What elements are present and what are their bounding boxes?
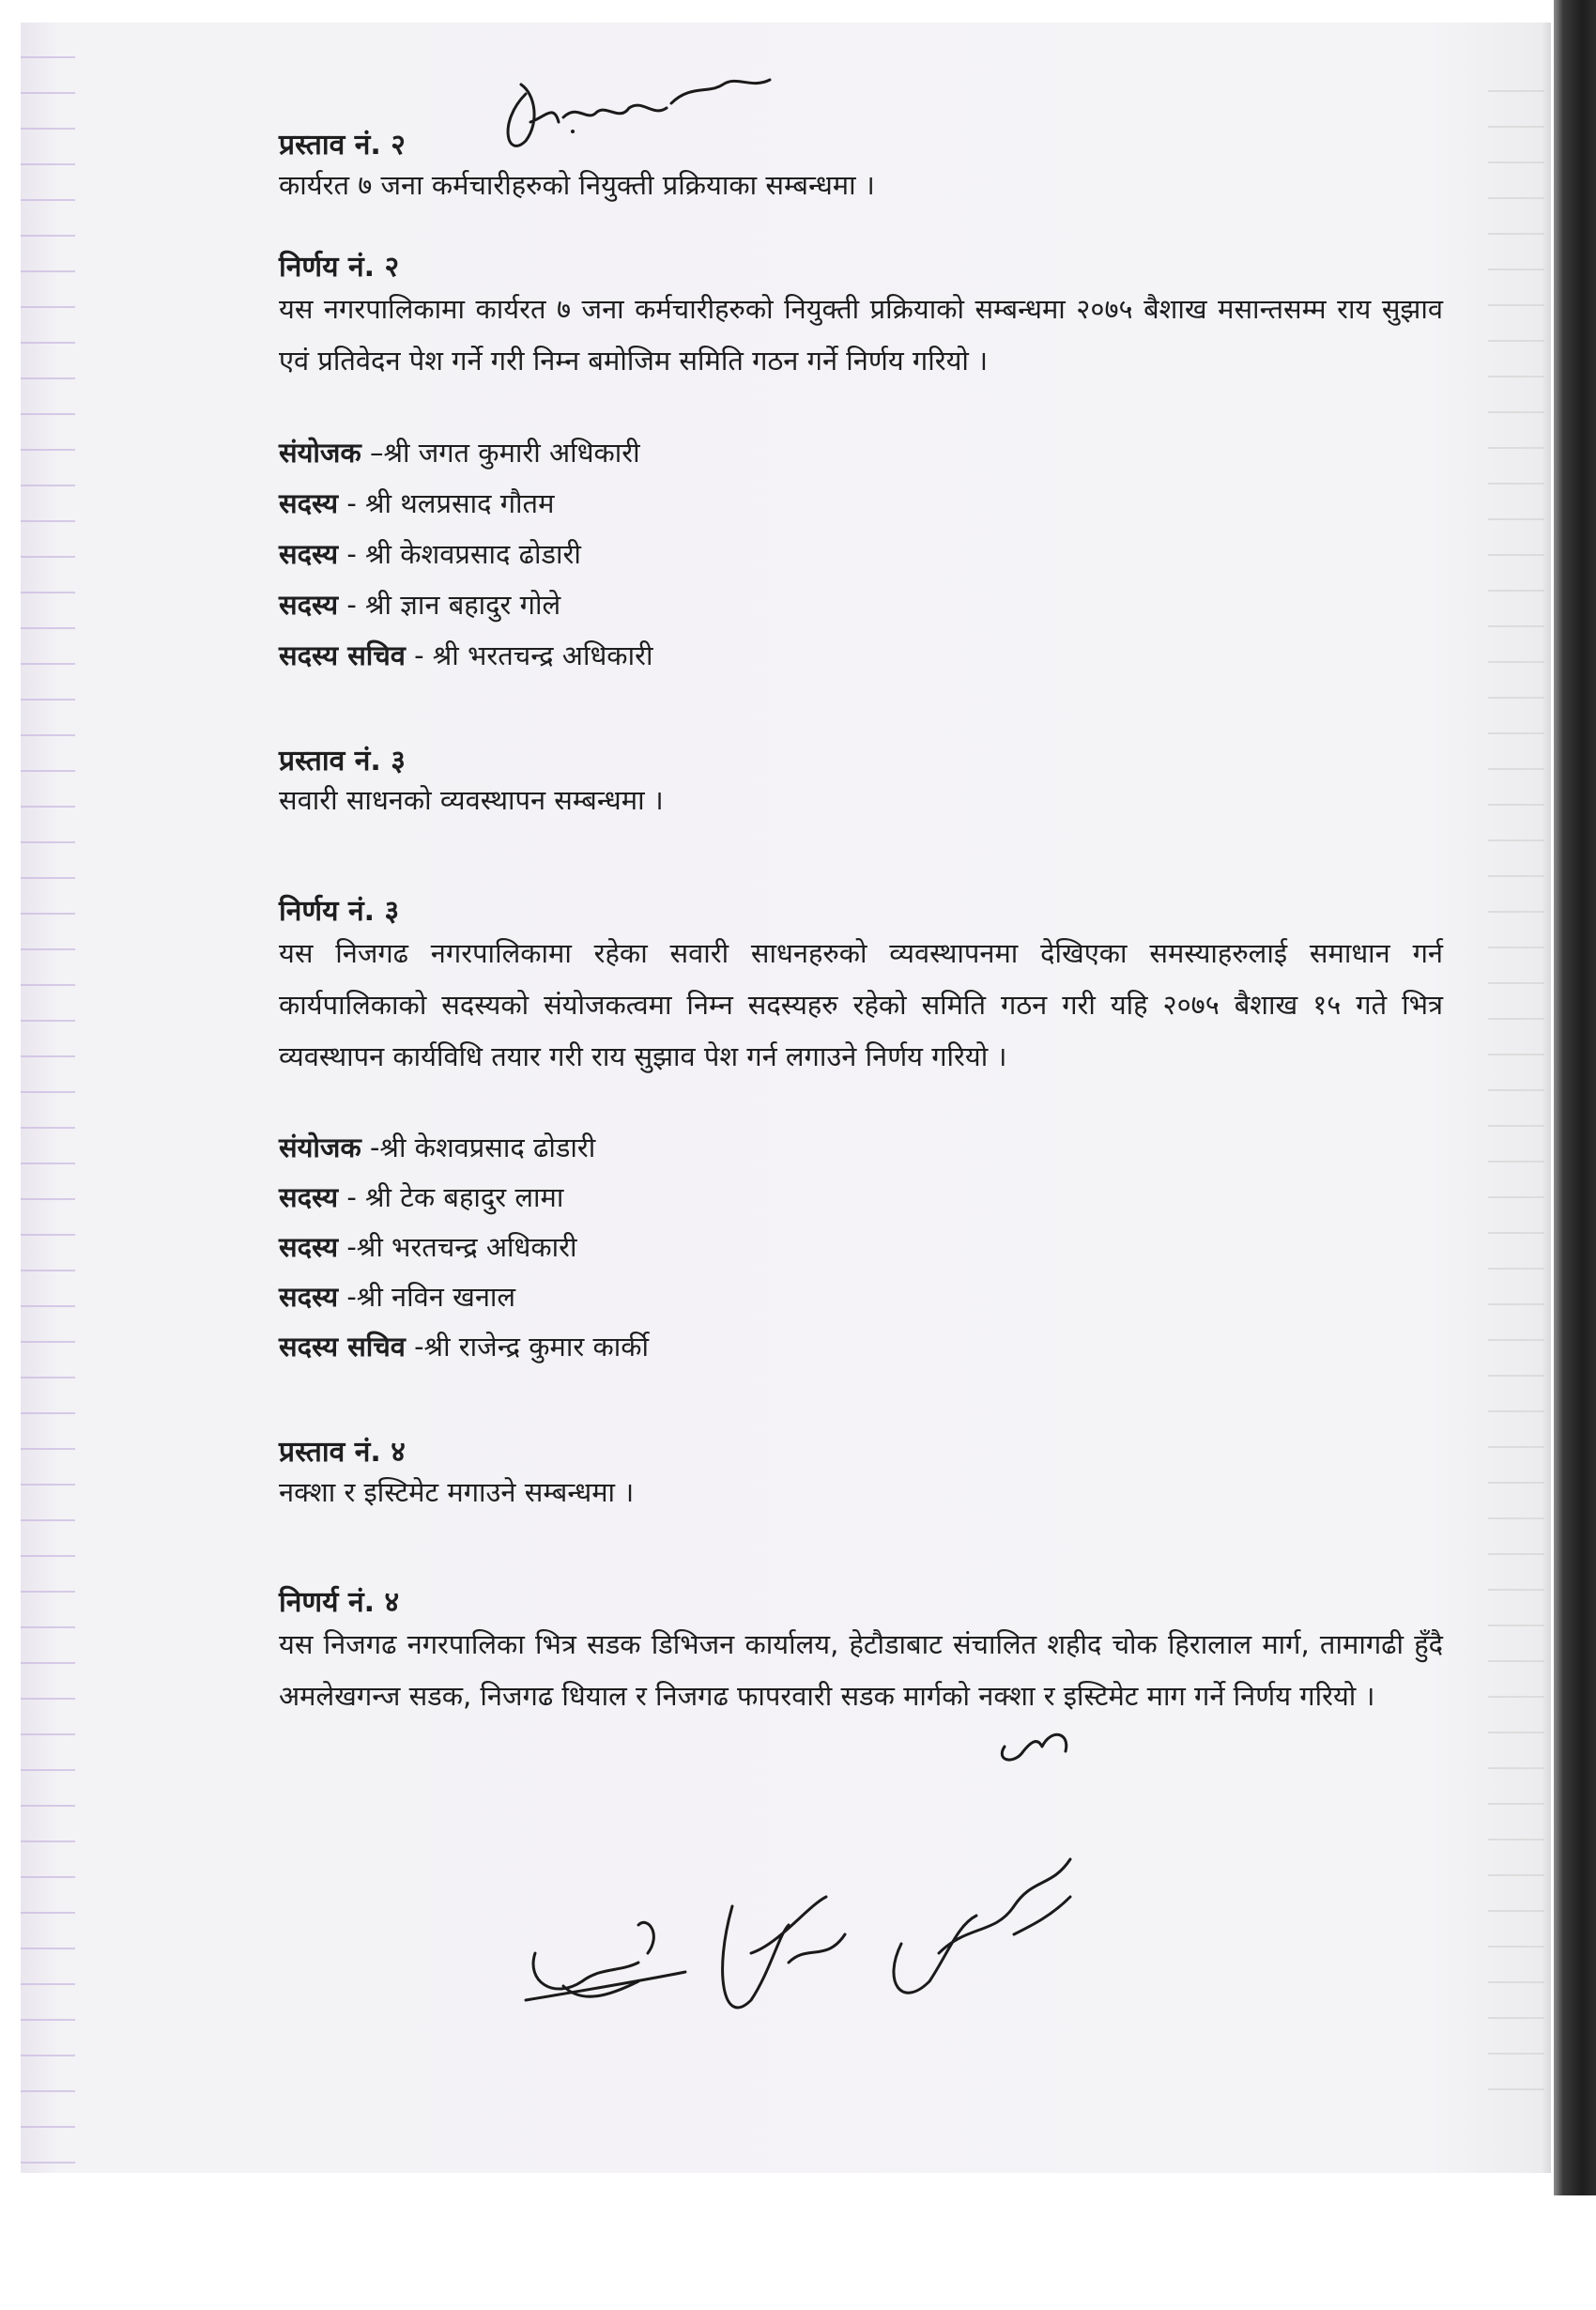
proposal-2-heading: प्रस्ताव नं. २: [279, 129, 406, 162]
decision-4-heading: निणर्य नं. ४: [279, 1586, 400, 1619]
decision-3-committee: [279, 1129, 1443, 1378]
decision-2-text: यस नगरपालिकामा कार्यरत ७ जना कर्मचारीहरुको नियुक्ती प्रक्रियाको सम्बन्धमा २०७५ बैशाख मसान्तसम्म राय सुझाव एवं प्रतिवेदन पेश गर्ने गरी निम्न बमोजिम समिति गठन गर्ने निर्णय गरियो ।: [279, 293, 1443, 377]
committee-member: सदस्य -श्री नविन खनाल: [279, 1281, 516, 1313]
committee-member: सदस्य - श्री ज्ञान बहादुर गोले: [279, 589, 561, 621]
proposal-4-text: नक्शा र इस्टिमेट मगाउने सम्बन्धमा ।: [279, 1476, 635, 1508]
decision-4-text: यस निजगढ नगरपालिका भित्र सडक डिभिजन कार्यालय, हेटौडाबाट संचालित शहीद चोक हिरालाल मार्ग, तामागढी हुँदै अमलेखगन्ज सडक, निजगढ धियाल र निजगढ फापरवारी सडक मार्गको नक्शा र इस्टिमेट माग गर्ने निर्णय गरियो ।: [279, 1628, 1443, 1712]
scan-edge-shadow: [1554, 0, 1596, 2195]
proposal-3-heading: प्रस्ताव नं. ३: [279, 745, 406, 778]
signatures-bottom: [507, 1840, 1164, 2047]
committee-member: संयोजक -श्री केशवप्रसाद ढोडारी: [279, 1132, 596, 1163]
decision-3-text: यस निजगढ नगरपालिकामा रहेका सवारी साधनहरुको व्यवस्थापनमा देखिएका समस्याहरुलाई समाधान गर्न कार्यपालिकाको सदस्यको संयोजकत्वमा निम्न सदस्यहरु रहेको समिति गठन गरी यहि २०७५ बैशाख १५ गते भित्र व्यवस्थापन कार्यविधि तयार गरी राय सुझाव पेश गर्न लगाउने निर्णय गरियो ।: [279, 937, 1443, 1072]
proposal-4-heading: प्रस्ताव नं. ४: [279, 1436, 406, 1469]
committee-member: सदस्य सचिव - श्री भरतचन्द्र अधिकारी: [279, 639, 653, 671]
underlying-ruled-page: [1488, 56, 1544, 2122]
ruled-margin: [21, 23, 75, 2173]
committee-member: सदस्य -श्री भरतचन्द्र अधिकारी: [279, 1231, 577, 1263]
decision-2-heading: निर्णय नं. २: [279, 251, 400, 284]
signature-top: [488, 66, 789, 169]
committee-member: सदस्य सचिव -श्री राजेन्द्र कुमार कार्की: [279, 1331, 650, 1363]
offpage-guard: [507, 2301, 516, 2310]
decision-3-heading: निर्णय नं. ३: [279, 895, 400, 928]
committee-member: सदस्य - श्री टेक बहादुर लामा: [279, 1181, 564, 1213]
committee-member: संयोजक –श्री जगत कुमारी अधिकारी: [279, 437, 640, 469]
committee-member: सदस्य - श्री केशवप्रसाद ढोडारी: [279, 538, 581, 570]
proposal-3-text: सवारी साधनको व्यवस्थापन सम्बन्धमा ।: [279, 784, 664, 816]
signature-inline: [986, 1718, 1098, 1775]
decision-2-committee: [279, 434, 1443, 687]
proposal-2-text: कार्यरत ७ जना कर्मचारीहरुको नियुक्ती प्रक्रियाका सम्बन्धमा ।: [279, 169, 875, 201]
committee-member: सदस्य - श्री थलप्रसाद गौतम: [279, 487, 555, 519]
